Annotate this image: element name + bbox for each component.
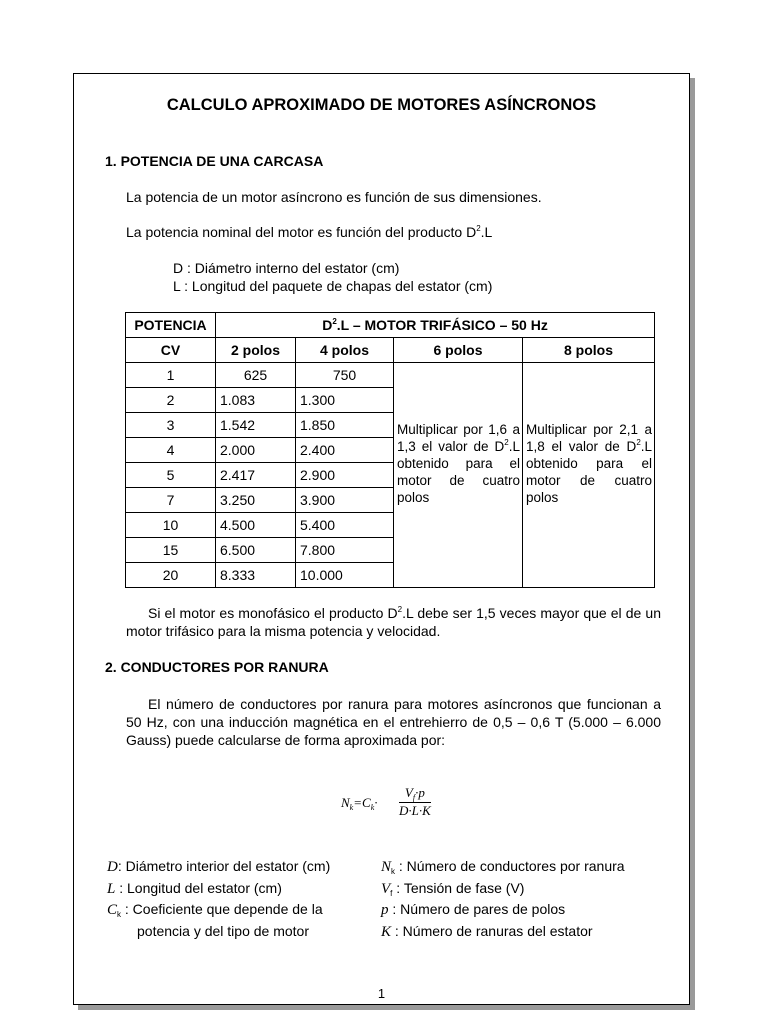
table-row [126, 363, 655, 388]
cell-cv: 3 [126, 413, 216, 438]
legend-item-vf: $V_f$ : Tensión de fase (V) [381, 879, 525, 898]
legend-left [107, 856, 330, 941]
cell-cv: 15 [126, 538, 216, 563]
monophase-paragraph: Si el motor es monofásico el producto $D^2.L$ debe ser 1,5 veces mayor que el de un motor trifásico para la misma potencia y velocidad. [126, 605, 661, 639]
cell-cv: 10 [126, 513, 216, 538]
legend-right [381, 856, 625, 942]
cell-cv: 1 [126, 363, 216, 388]
cell-4-polos: 1.300 [296, 388, 394, 413]
legend-item-k: K : Número de ranuras del estator [381, 922, 593, 940]
formula-fraction [399, 785, 431, 819]
table-header-row-1 [126, 313, 655, 338]
cell-cv: 7 [126, 488, 216, 513]
cell-4-polos: 1.850 [296, 413, 394, 438]
power-table [125, 312, 655, 588]
legend-item-p: p : Número de pares de polos [381, 901, 566, 918]
header-8-polos: 8 polos [523, 338, 655, 363]
cell-4-polos: 750 [296, 363, 394, 388]
page-number: 1 [377, 986, 386, 1001]
header-4-polos: 4 polos [296, 338, 394, 363]
legend-item-ck-continued: potencia y del tipo de motor [137, 922, 309, 939]
formula-denominator: D·L·K [399, 803, 431, 818]
section2-paragraph: El número de conductores por ranura para motores asíncronos que funcionan a 50 Hz, con una inducción magnética en el entrehierro de 0,5 – 0,6 T (5.000 – 6.000 Gauss) puede calcularse de forma aproximada por: [126, 696, 661, 748]
legend-item-ck: $C_k$ : Coeficiente que depende de la [107, 901, 323, 919]
cell-2-polos: 2.417 [216, 463, 296, 488]
header-potencia: POTENCIA [126, 313, 216, 338]
cell-2-polos: 8.333 [216, 563, 296, 588]
cell-4-polos: 5.400 [296, 513, 394, 538]
formula-numerator: $V_f\cdot p$ [399, 785, 431, 803]
cell-cv: 2 [126, 388, 216, 413]
formula-lhs: $N_k=C_k\cdot$ [341, 795, 378, 812]
legend-item-nk: $N_k$ : Número de conductores por ranura [381, 858, 625, 876]
cell-2-polos: 6.500 [216, 538, 296, 563]
table-header-row-2 [126, 338, 655, 363]
definition-d: D : Diámetro interno del estator (cm) [173, 260, 400, 276]
note-8-polos: Multiplicar por 2,1 a 1,8 el valor de $D^2.L$ obtenido para el motor de cuatro polos [523, 363, 655, 588]
cell-4-polos: 2.900 [296, 463, 394, 488]
cell-cv: 20 [126, 563, 216, 588]
cell-2-polos: 4.500 [216, 513, 296, 538]
header-6-polos: 6 polos [394, 338, 523, 363]
legend-item-d: D: Diámetro interior del estator (cm) [107, 858, 331, 875]
section1-heading: 1. POTENCIA DE UNA CARCASA [105, 153, 324, 169]
document-title: CALCULO APROXIMADO DE MOTORES ASÍNCRONOS [166, 96, 597, 114]
cell-2-polos: 2.000 [216, 438, 296, 463]
note-6-polos: Multiplicar por 1,6 a 1,3 el valor de $D^2.L$ obtenido para el motor de cuatro polos [394, 363, 523, 588]
header-group: $D^2.L$ – MOTOR TRIFÁSICO – 50 Hz [216, 313, 655, 338]
definition-l: L : Longitud del paquete de chapas del estator (cm) [173, 278, 493, 294]
header-2-polos: 2 polos [216, 338, 296, 363]
cell-4-polos: 3.900 [296, 488, 394, 513]
cell-2-polos: 625 [216, 363, 296, 388]
cell-4-polos: 10.000 [296, 563, 394, 588]
header-cv: CV [126, 338, 216, 363]
cell-2-polos: 3.250 [216, 488, 296, 513]
section1-paragraph-1: La potencia de un motor asíncrono es función de sus dimensiones. [126, 189, 542, 205]
legend-item-l: L : Longitud del estator (cm) [107, 879, 282, 897]
cell-cv: 5 [126, 463, 216, 488]
cell-2-polos: 1.542 [216, 413, 296, 438]
cell-4-polos: 7.800 [296, 538, 394, 563]
cell-cv: 4 [126, 438, 216, 463]
cell-4-polos: 2.400 [296, 438, 394, 463]
document-page [73, 73, 690, 1005]
section1-paragraph-2: La potencia nominal del motor es función del producto $D^2.L$ [126, 224, 493, 240]
cell-2-polos: 1.083 [216, 388, 296, 413]
section2-heading: 2. CONDUCTORES POR RANURA [105, 659, 329, 675]
